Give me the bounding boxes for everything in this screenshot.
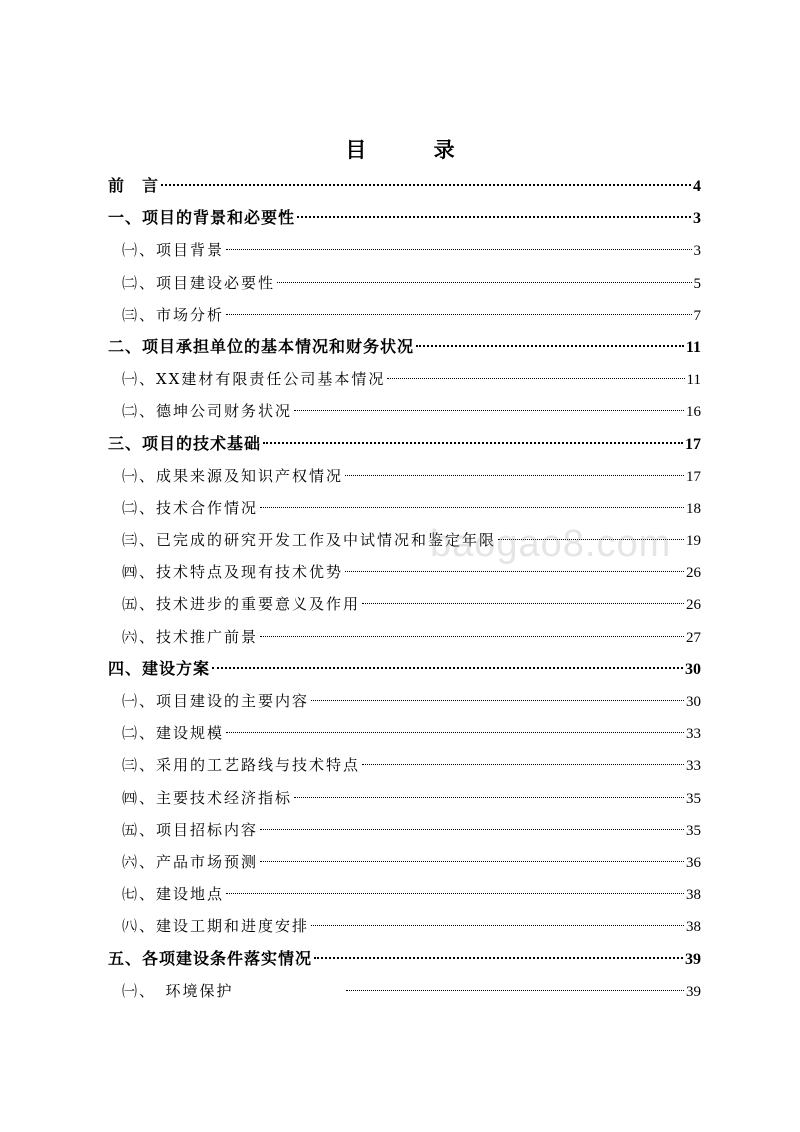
toc-entry-label: ㈣、主要技术经济指标	[122, 788, 293, 807]
toc-leader-dots	[263, 442, 683, 444]
toc-leader-dots	[311, 925, 684, 926]
toc-entry[interactable]	[108, 814, 701, 846]
toc-leader-dots	[260, 861, 684, 862]
toc-entry-page: 16	[686, 404, 701, 421]
toc-leader-dots	[226, 249, 691, 250]
toc-leader-dots	[226, 893, 684, 894]
toc-entry-page: 18	[686, 500, 701, 517]
toc-entry[interactable]	[108, 267, 701, 299]
toc-leader-dots	[294, 410, 684, 411]
toc-entry[interactable]	[108, 170, 701, 202]
watermark: baogao8.com	[430, 523, 672, 565]
toc-entry-label: ㈤、项目招标内容	[122, 820, 259, 839]
toc-entry[interactable]	[108, 363, 701, 395]
toc-entry[interactable]	[108, 234, 701, 266]
toc-entry-page: 30	[685, 660, 701, 678]
toc-leader-dots	[345, 475, 684, 476]
toc-entry-page: 19	[686, 533, 701, 550]
toc-entry-label: 一、项目的背景和必要性	[108, 208, 296, 228]
toc-leader-dots	[260, 507, 684, 508]
toc-entry[interactable]	[108, 685, 701, 717]
toc-entry-label: 五、各项建设条件落实情况	[108, 948, 313, 968]
toc-entry[interactable]	[108, 395, 701, 427]
toc-entry-page: 27	[686, 629, 701, 646]
toc-entry-page: 4	[693, 178, 701, 195]
toc-entry-page: 26	[686, 565, 701, 582]
toc-leader-dots	[297, 216, 691, 218]
toc-entry-label: ㈣、技术特点及现有技术优势	[122, 563, 344, 582]
toc-leader-dots	[362, 603, 684, 604]
toc-entry[interactable]	[108, 910, 701, 942]
toc-entry-label: ㈧、建设工期和进度安排	[122, 917, 310, 936]
toc-entry-page: 36	[686, 854, 701, 871]
toc-entry-label: ㈡、建设规模	[122, 724, 225, 743]
toc-entry-label: ㈠、成果来源及知识产权情况	[122, 466, 344, 485]
toc-entry-label: ㈡、项目建设必要性	[122, 273, 276, 292]
toc-entry-page: 11	[685, 338, 701, 356]
toc-entry-label: ㈠、项目背景	[122, 241, 225, 260]
toc-entry-page: 33	[686, 758, 701, 775]
toc-entry-label: ㈡、德坤公司财务状况	[122, 402, 293, 421]
toc-entry[interactable]	[108, 299, 701, 331]
toc-entry-page: 17	[685, 435, 701, 453]
toc-leader-dots	[226, 314, 691, 315]
toc-leader-dots	[161, 184, 691, 186]
toc-entry-page: 35	[686, 822, 701, 839]
toc-entry-page: 5	[693, 275, 701, 292]
toc-entry-page: 38	[686, 887, 701, 904]
toc-entry-page: 7	[693, 307, 701, 324]
toc-entry-label: ㈦、建设地点	[122, 885, 225, 904]
toc-entry-label: 三、项目的技术基础	[108, 433, 262, 453]
toc-entry-page: 35	[686, 790, 701, 807]
toc-entry-label: 二、项目承担单位的基本情况和财务状况	[108, 336, 415, 356]
toc-entry-label: 前 言	[108, 176, 160, 195]
toc-entry-page: 39	[686, 983, 701, 1000]
toc-leader-dots	[345, 571, 684, 572]
toc-entry[interactable]	[108, 202, 701, 234]
toc-entry[interactable]	[108, 878, 701, 910]
toc-leader-dots	[260, 829, 684, 830]
toc-entry[interactable]	[108, 588, 701, 620]
toc-entry[interactable]	[108, 492, 701, 524]
toc-entry-page: 38	[686, 919, 701, 936]
toc-leader-dots	[346, 990, 684, 991]
toc-entry-label: ㈥、产品市场预测	[122, 852, 259, 871]
toc-entry[interactable]	[108, 556, 701, 588]
toc-entry-page: 3	[693, 243, 701, 260]
toc-entry-page: 17	[686, 468, 701, 485]
toc-leader-dots	[260, 636, 684, 637]
toc-entry-page: 39	[685, 950, 701, 968]
toc-leader-dots	[416, 345, 684, 347]
toc-entry-page: 11	[686, 372, 701, 389]
toc-leader-dots	[362, 764, 684, 765]
toc-entry[interactable]	[108, 460, 701, 492]
toc-entry[interactable]	[108, 749, 701, 781]
toc-entry[interactable]	[108, 653, 701, 685]
toc-entry-label: ㈡、技术合作情况	[122, 498, 259, 517]
toc-leader-dots	[294, 797, 684, 798]
toc-leader-dots	[311, 700, 684, 701]
toc-entry-label: ㈠、XX建材有限责任公司基本情况	[122, 370, 386, 389]
toc-entry[interactable]	[108, 846, 701, 878]
toc-entry[interactable]	[108, 975, 701, 1007]
toc-leader-dots	[226, 732, 684, 733]
toc-leader-dots	[387, 378, 684, 379]
toc-leader-dots	[314, 957, 683, 959]
toc-entry[interactable]	[108, 717, 701, 749]
toc-entry-label: 四、建设方案	[108, 658, 211, 678]
toc-entry[interactable]	[108, 524, 701, 556]
toc-leader-dots	[498, 539, 684, 540]
toc-entry[interactable]	[108, 943, 701, 975]
page-title: 目 录	[345, 137, 485, 162]
toc-leader-dots	[277, 282, 691, 283]
toc-entry-label: ㈠、 环境保护	[122, 981, 234, 1000]
toc-leader-dots	[212, 667, 683, 669]
toc-entry[interactable]	[108, 621, 701, 653]
table-of-contents	[108, 170, 701, 1007]
toc-entry-label: ㈢、已完成的研究开发工作及中试情况和鉴定年限	[122, 531, 497, 550]
toc-entry[interactable]	[108, 331, 701, 363]
toc-entry-page: 26	[686, 597, 701, 614]
toc-entry-label: ㈤、技术进步的重要意义及作用	[122, 595, 361, 614]
toc-entry-label: ㈠、项目建设的主要内容	[122, 692, 310, 710]
toc-entry-label: ㈢、市场分析	[122, 305, 225, 324]
toc-entry[interactable]	[108, 428, 701, 460]
toc-entry-page: 3	[693, 210, 701, 228]
toc-entry-label: ㈢、采用的工艺路线与技术特点	[122, 756, 361, 775]
toc-entry-page: 30	[686, 694, 701, 710]
toc-entry[interactable]	[108, 782, 701, 814]
toc-entry-label: ㈥、技术推广前景	[122, 627, 259, 646]
toc-entry-page: 33	[686, 726, 701, 743]
